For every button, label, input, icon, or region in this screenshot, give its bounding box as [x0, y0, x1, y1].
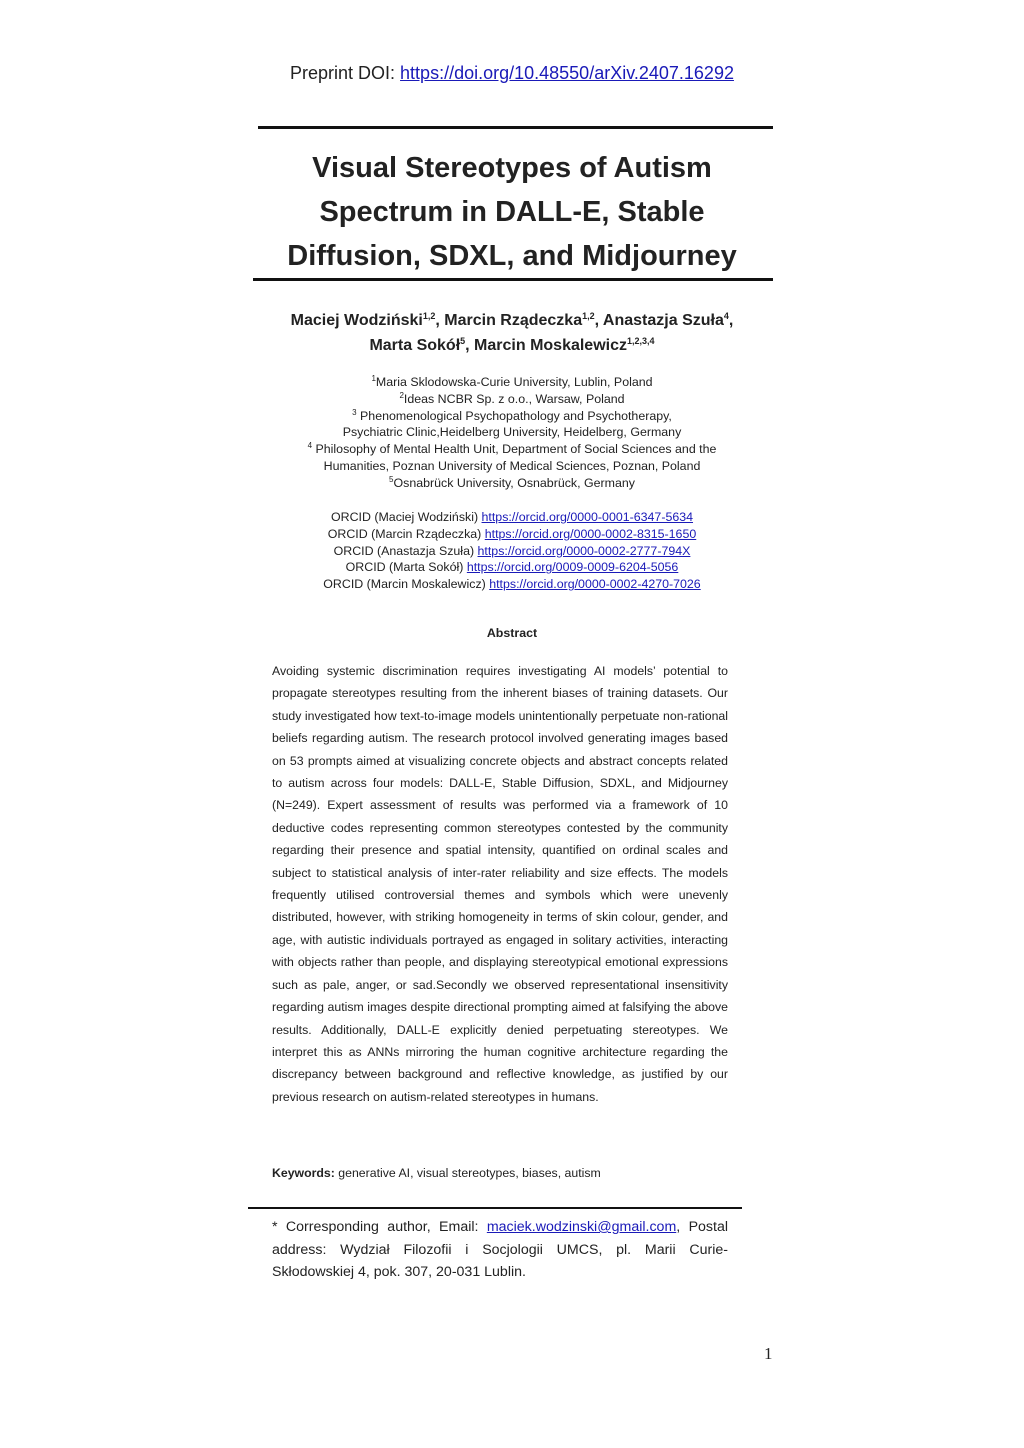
- author-affil-sup: 1,2: [582, 311, 595, 321]
- author-name: Maciej Wodziński: [290, 312, 423, 329]
- orcid-link[interactable]: https://orcid.org/0000-0002-8315-1650: [484, 526, 697, 541]
- author-sep: ,: [728, 312, 734, 329]
- author-affil-sup: 4: [723, 311, 729, 321]
- affiliation-3-cont: Psychiatric Clinic,Heidelberg University, Heidelberg, Germany: [342, 425, 682, 440]
- author-list: [200, 308, 824, 358]
- title-line-2: Spectrum in DALL-E, Stable: [319, 196, 705, 228]
- orcid-link[interactable]: https://orcid.org/0000-0002-4270-7026: [489, 577, 701, 592]
- author-name: Marcin Rządeczka: [444, 312, 583, 329]
- affiliation-2: [250, 391, 774, 408]
- page-number: 1: [764, 1344, 773, 1363]
- orcid-link[interactable]: https://orcid.org/0000-0001-6347-5634: [481, 510, 694, 524]
- corr-suffix: , Postal address: Wydział Filozofii i Socjologii UMCS, pl. Marii Curie-Skłodowskiej 4, pok. 307, 20-031 Lublin.: [272, 1219, 728, 1280]
- author-affil-sup: 1,2,3,4: [627, 336, 655, 346]
- corr-email-link[interactable]: maciek.wodzinski@gmail.com: [486, 1219, 677, 1235]
- orcid-entry: [250, 509, 774, 526]
- author-name: Marta Sokół: [369, 337, 461, 354]
- author-affil-sup: 5: [460, 336, 466, 346]
- orcid-link[interactable]: https://orcid.org/0000-0002-2777-794X: [477, 543, 691, 558]
- affil-text: Philosophy of Mental Health Unit, Department of Social Sciences and the: [312, 442, 717, 457]
- preprint-doi-line: [0, 63, 1024, 84]
- orcid-label: ORCID (Marcin Moskalewicz): [323, 577, 490, 592]
- title-line-3: Diffusion, SDXL, and Midjourney: [287, 240, 737, 272]
- footnote-rule: [248, 1207, 742, 1209]
- affil-text: Ideas NCBR Sp. z o.o., Warsaw, Poland: [403, 391, 625, 406]
- affiliation-1: [250, 374, 774, 391]
- affiliation-3: [250, 408, 774, 425]
- abstract-body: Avoiding systemic discrimination requires investigating AI models’ potential to propagate stereotypes resulting from the inherent biases of training datasets. Our study investigated how text-to-image models unintentionally perpetuate non-rational beliefs regarding autism. The research protocol involved generating images based on 53 prompts aimed at visualizing concrete objects and abstract concepts related to autism across four models: DALL-E, Stable Diffusion, SDXL, and Midjourney (N=249). Expert assessment of results was performed via a framework of 10 deductive codes representing common stereotypes contested by the community regarding their presence and spatial intensity, quantified on ordinal scales and subject to statistical analysis of inter-rater reliability and size effects. The models frequently utilised controversial themes and symbols which were unevenly distributed, however, with striking homogeneity in terms of skin colour, gender, and age, with autistic individuals portrayed as engaged in solitary activities, interacting with objects rather than people, and displaying stereotypical emotional expressions such as pale, anger, or sad.Secondly we observed representational insensitivity regarding autism images despite directional prompting aimed at falsifying the above results. Additionally, DALL-E explicitly denied perpetuating stereotypes. We interpret this as ANNs mirroring the human cognitive architecture regarding the discrepancy between background and reflective knowledge, as justified by our previous research on autism-related stereotypes in humans.: [272, 664, 728, 1104]
- author-line-2: [200, 333, 824, 358]
- paper-title: [200, 146, 824, 278]
- orcid-link[interactable]: https://orcid.org/0009-0009-6204-5056: [466, 560, 679, 575]
- affiliations: [250, 374, 774, 492]
- keywords-label: Keywords:: [272, 1166, 335, 1180]
- affil-sup: 1: [371, 374, 376, 383]
- affil-text: Phenomenological Psychopathology and Psychotherapy,: [356, 408, 672, 423]
- author-sep: ,: [594, 312, 603, 329]
- affil-sup: 2: [399, 390, 404, 400]
- corresponding-author-note: [272, 1216, 728, 1284]
- title-line-1: Visual Stereotypes of Autism: [312, 152, 712, 184]
- author-name: Anastazja Szuła: [602, 312, 724, 329]
- affil-text: Maria Sklodowska-Curie University, Lublin, Poland: [375, 375, 653, 389]
- author-line-1: [200, 308, 824, 333]
- title-top-rule: [258, 126, 773, 129]
- orcid-label: ORCID (Maciej Wodziński): [330, 510, 482, 524]
- affil-sup: 4: [307, 441, 313, 451]
- affiliation-4-cont: Humanities, Poznan University of Medical Sciences, Poznan, Poland: [323, 458, 701, 473]
- keywords-text: generative AI, visual stereotypes, biases, autism: [334, 1166, 601, 1180]
- affil-text: Osnabrück University, Osnabrück, Germany: [393, 475, 635, 490]
- orcid-label: ORCID (Anastazja Szuła): [333, 543, 478, 558]
- author-sep: ,: [435, 312, 445, 329]
- orcid-entry: [250, 576, 774, 593]
- orcid-entry: [250, 559, 774, 576]
- doi-label: Preprint DOI:: [290, 63, 401, 83]
- author-affil-sup: 1,2: [422, 311, 436, 321]
- orcid-list: [250, 509, 774, 593]
- affil-sup: 5: [389, 474, 394, 484]
- affiliation-5: [250, 475, 774, 492]
- affiliation-4: [250, 441, 774, 458]
- orcid-entry: [250, 526, 774, 543]
- author-sep: ,: [465, 337, 475, 354]
- abstract-heading: Abstract: [486, 626, 538, 640]
- orcid-label: ORCID (Marta Sokół): [345, 560, 467, 575]
- affil-sup: 3: [352, 407, 357, 417]
- corr-prefix: * Corresponding author, Email:: [272, 1219, 487, 1235]
- keywords: [272, 1164, 728, 1182]
- author-name: Marcin Moskalewicz: [474, 337, 627, 354]
- orcid-label: ORCID (Marcin Rządeczka): [327, 526, 485, 541]
- doi-link[interactable]: https://doi.org/10.48550/arXiv.2407.16292: [400, 63, 734, 83]
- orcid-entry: [250, 543, 774, 560]
- title-bottom-rule: [253, 278, 773, 281]
